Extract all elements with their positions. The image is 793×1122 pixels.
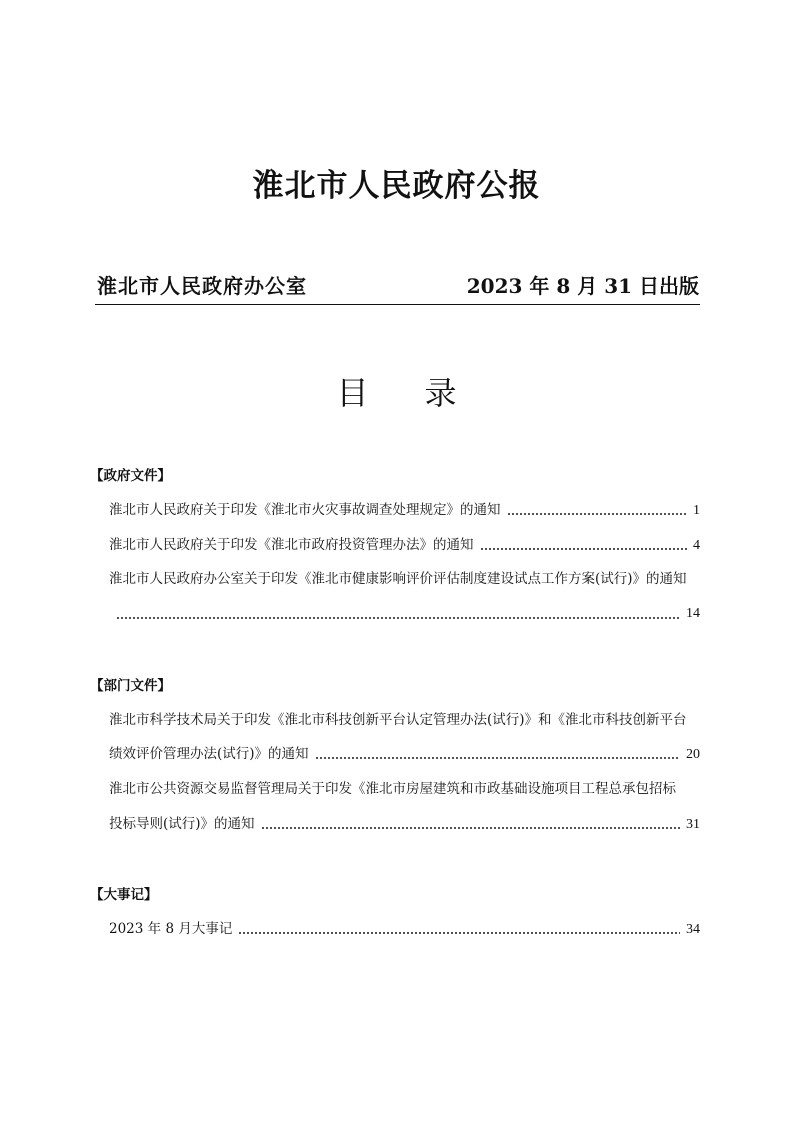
toc-entry-title[interactable]: 2023 年 8 月大事记 (109, 921, 233, 937)
toc-entry-title-line2[interactable]: 绩效评价管理办法(试行)》的通知 (109, 746, 309, 762)
journal-title: 淮北市人民政府公报 (252, 168, 541, 204)
toc-entry[interactable] (109, 499, 700, 521)
dot-leader (238, 931, 680, 935)
toc-heading: 目录 (336, 374, 513, 412)
toc-entry[interactable] (116, 603, 700, 625)
dot-leader (315, 756, 680, 760)
toc-entry-title-line1[interactable]: 淮北市人民政府办公室关于印发《淮北市健康影响评价评估制度建设试点工作方案(试行)》的通知 (109, 571, 687, 587)
toc-entry-title[interactable]: 淮北市人民政府关于印发《淮北市火灾事故调查处理规定》的通知 (109, 502, 501, 518)
toc-entry-title-line1[interactable]: 淮北市科学技术局关于印发《淮北市科技创新平台认定管理办法(试行)》和《淮北市科技创新平台 (109, 712, 687, 728)
section-label-major-events: 【大事记】 (90, 887, 158, 903)
toc-entry-page: 1 (693, 503, 700, 518)
publication-meta (97, 269, 699, 299)
dot-leader (116, 616, 680, 620)
toc-entry-page: 34 (686, 922, 700, 937)
toc-entry-page: 31 (686, 817, 700, 832)
publish-date: 2023 年 8 月 31 日出版 (466, 273, 699, 298)
publisher-name: 淮北市人民政府办公室 (97, 273, 307, 298)
toc-entry[interactable] (109, 743, 700, 765)
dot-leader (507, 512, 688, 516)
section-label-government-documents: 【政府文件】 (90, 468, 171, 484)
header-divider (95, 304, 700, 305)
toc-entry[interactable] (109, 813, 700, 835)
dot-leader (261, 826, 680, 830)
toc-entry-page: 20 (686, 747, 700, 762)
toc-entry[interactable] (109, 918, 700, 940)
toc-entry-title-line2[interactable]: 投标导则(试行)》的通知 (109, 816, 255, 832)
section-label-department-documents: 【部门文件】 (90, 678, 171, 694)
toc-entry-page: 4 (693, 538, 700, 553)
toc-entry-page: 14 (686, 606, 700, 621)
toc-entry-title-line1[interactable]: 淮北市公共资源交易监督管理局关于印发《淮北市房屋建筑和市政基础设施项目工程总承包招标 (109, 781, 676, 797)
toc-entry[interactable] (109, 534, 700, 556)
dot-leader (480, 547, 688, 551)
toc-entry-title[interactable]: 淮北市人民政府关于印发《淮北市政府投资管理办法》的通知 (109, 537, 474, 553)
